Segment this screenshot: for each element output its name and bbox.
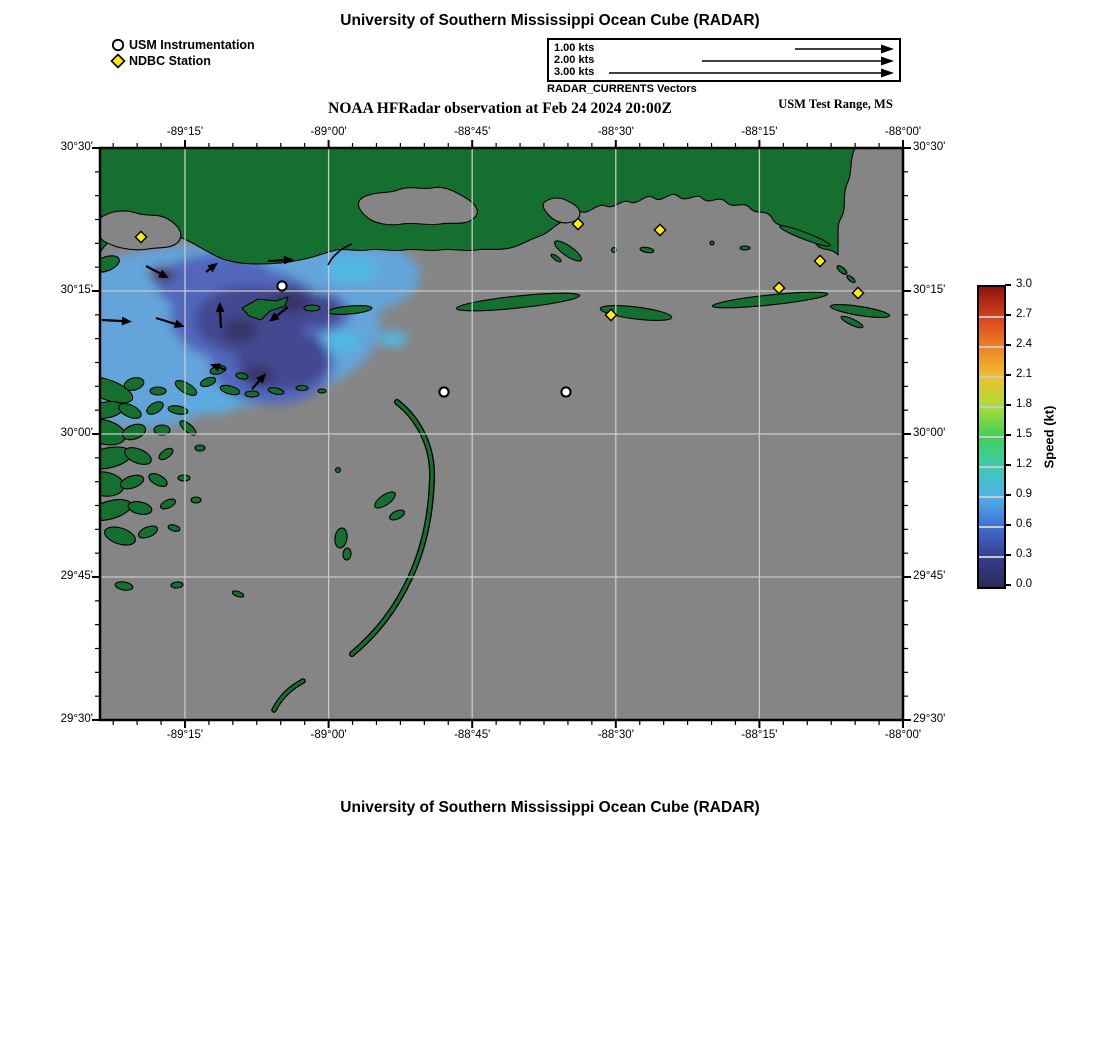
colorbar-divider	[979, 466, 1004, 468]
lat-tick-label-left: 29°45'	[60, 570, 93, 582]
lon-tick-label-bottom: -88°30'	[597, 729, 634, 741]
colorbar-tick-label: 0.6	[1016, 518, 1032, 530]
lon-tick-label-bottom: -89°00'	[310, 729, 347, 741]
legend-label: NDBC Station	[129, 54, 211, 68]
colorbar-tick	[1005, 344, 1011, 346]
colorbar-divider	[979, 316, 1004, 318]
lat-tick-label-left: 30°30'	[60, 141, 93, 153]
colorbar-tick-label: 2.1	[1016, 368, 1032, 380]
usm-instrument-marker	[277, 281, 286, 290]
colorbar-tick-label: 3.0	[1016, 278, 1032, 290]
colorbar-tick-label: 1.2	[1016, 458, 1032, 470]
lon-tick-label-top: -89°00'	[310, 126, 347, 138]
colorbar-tick-label: 0.3	[1016, 548, 1032, 560]
lon-tick-label-bottom: -89°15'	[166, 729, 204, 741]
colorbar-divider	[979, 526, 1004, 528]
colorbar-tick-label: 0.9	[1016, 488, 1032, 500]
lat-tick-label-left: 30°15'	[60, 284, 93, 296]
colorbar-tick	[1005, 464, 1011, 466]
colorbar-tick	[1005, 524, 1011, 526]
scale-label-2kt: 2.00 kts	[554, 54, 595, 66]
colorbar-tick	[1005, 584, 1011, 586]
lat-tick-label-right: 30°15'	[913, 284, 946, 296]
region-label: USM Test Range, MS	[778, 97, 893, 111]
lon-tick-label-bottom: -88°00'	[884, 729, 922, 741]
speed-colorbar	[977, 285, 1006, 589]
colorbar-tick-label: 1.8	[1016, 398, 1032, 410]
colorbar-divider	[979, 346, 1004, 348]
lon-tick-label-top: -89°15'	[166, 126, 204, 138]
legend-usm-instrumentation	[110, 37, 255, 53]
colorbar-tick	[1005, 494, 1011, 496]
scale-label-1kt: 1.00 kts	[554, 42, 595, 54]
colorbar-tick-label: 2.7	[1016, 308, 1032, 320]
colorbar-tick	[1005, 404, 1011, 406]
vector-scale-box	[547, 38, 901, 82]
colorbar-divider	[979, 436, 1004, 438]
colorbar-axis-label: Speed (kt)	[1041, 405, 1057, 469]
colorbar-divider	[979, 496, 1004, 498]
bottom-title: University of Southern Mississippi Ocean Cube (RADAR)	[340, 799, 760, 816]
lat-tick-label-right: 29°45'	[913, 570, 946, 582]
lat-tick-label-right: 29°30'	[913, 713, 946, 725]
vector-scale-title: RADAR_CURRENTS Vectors	[547, 83, 697, 95]
lon-tick-label-top: -88°45'	[454, 126, 491, 138]
colorbar-tick-label: 1.5	[1016, 428, 1032, 440]
observation-subtitle: NOAA HFRadar observation at Feb 24 2024 20:00Z	[328, 100, 672, 117]
colorbar-divider	[979, 406, 1004, 408]
lon-tick-label-bottom: -88°15'	[741, 729, 778, 741]
colorbar-tick-label: 2.4	[1016, 338, 1032, 350]
lat-tick-label-right: 30°30'	[913, 141, 946, 153]
lon-tick-label-top: -88°30'	[597, 126, 634, 138]
lat-tick-label-left: 30°00'	[60, 427, 93, 439]
ndbc-station-icon	[110, 53, 126, 69]
colorbar-divider	[979, 556, 1004, 558]
map-canvas	[100, 148, 903, 720]
usm-instrument-marker	[439, 387, 448, 396]
colorbar-tick-label: 0.0	[1016, 578, 1032, 590]
legend-label: USM Instrumentation	[129, 38, 255, 52]
colorbar-tick	[1005, 434, 1011, 436]
usm-instrument-marker	[561, 387, 570, 396]
lat-tick-label-right: 30°00'	[913, 427, 946, 439]
lon-tick-label-bottom: -88°45'	[454, 729, 491, 741]
scale-label-3kt: 3.00 kts	[554, 66, 595, 78]
lat-tick-label-left: 29°30'	[60, 713, 93, 725]
usm-instrument-icon	[110, 37, 126, 53]
lon-tick-label-top: -88°15'	[741, 126, 778, 138]
colorbar-tick	[1005, 374, 1011, 376]
colorbar-divider	[979, 376, 1004, 378]
page-title: University of Southern Mississippi Ocean Cube (RADAR)	[340, 12, 760, 29]
scale-arrows	[549, 40, 899, 80]
colorbar-tick	[1005, 554, 1011, 556]
colorbar-tick	[1005, 314, 1011, 316]
colorbar-tick	[1005, 284, 1011, 286]
lon-tick-label-top: -88°00'	[884, 126, 922, 138]
legend-ndbc-station	[110, 53, 211, 69]
